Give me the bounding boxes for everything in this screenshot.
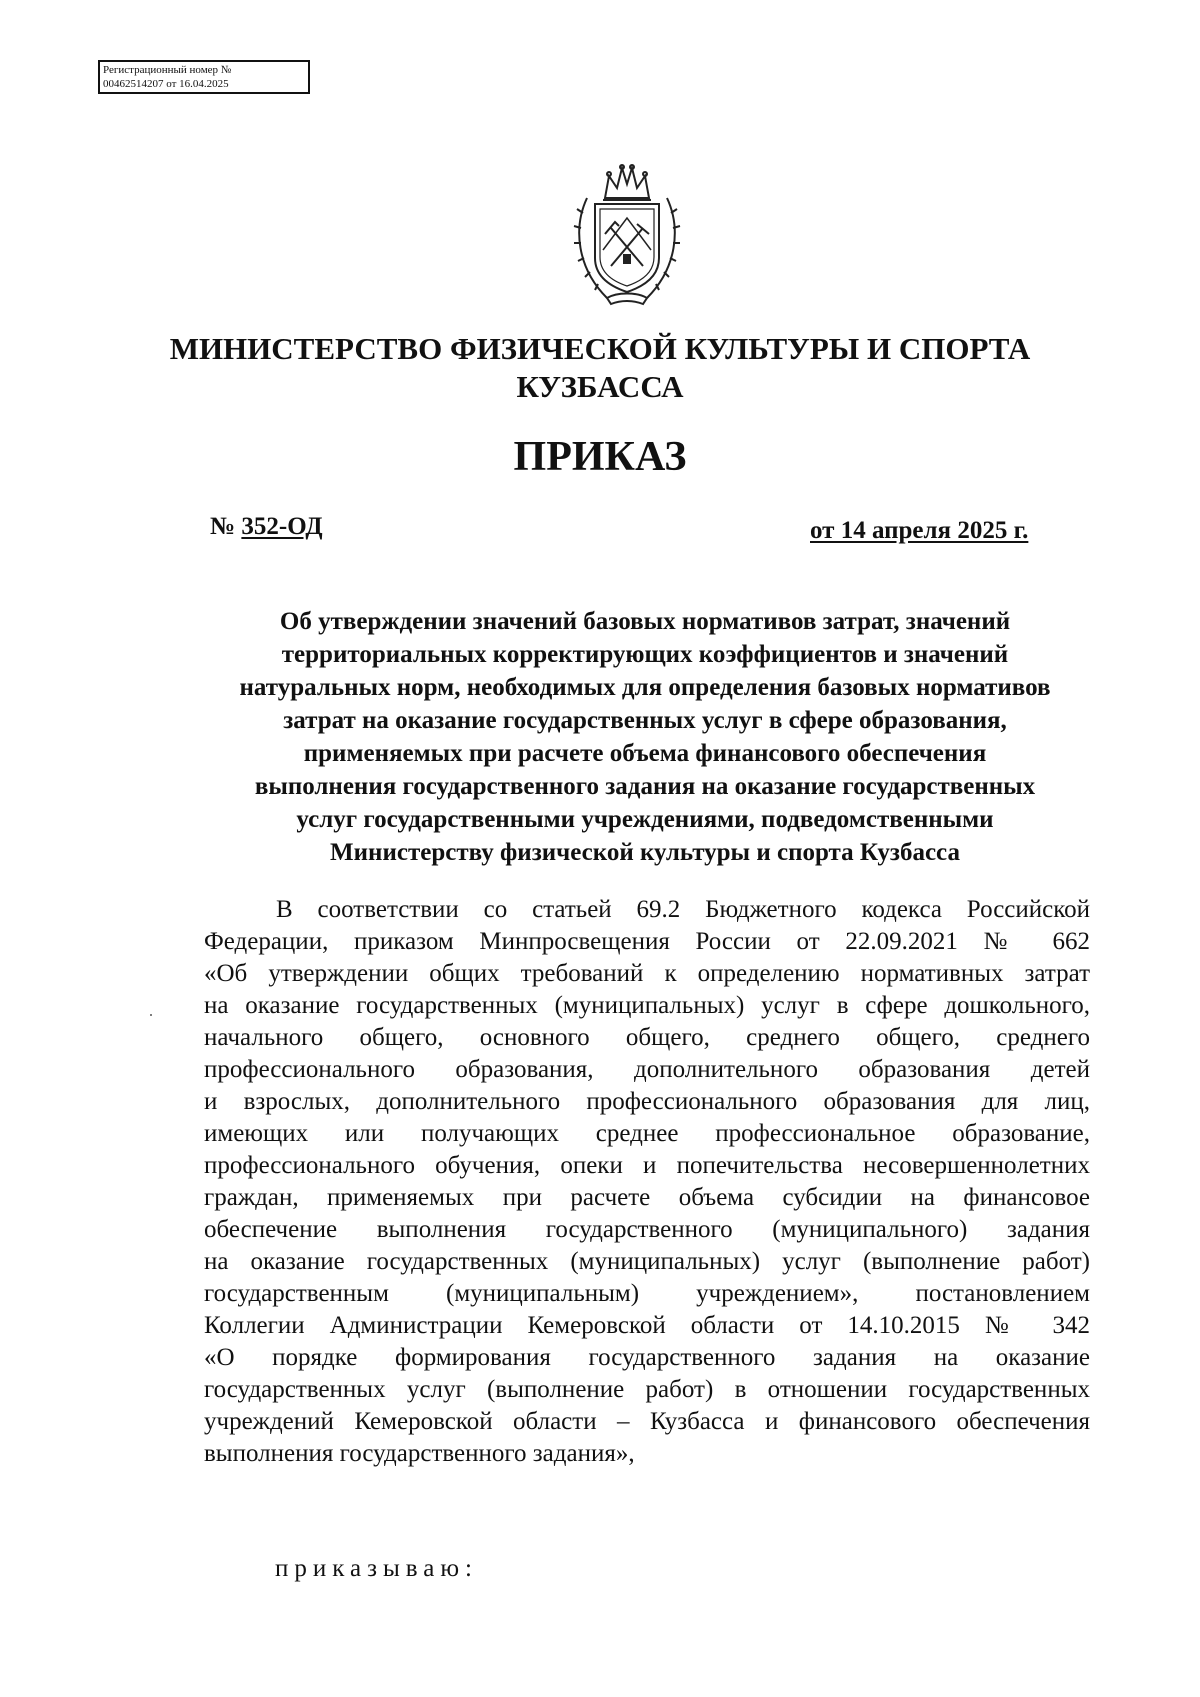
order-date: от 14 апреля 2025 г. <box>810 517 1029 544</box>
registration-label: Регистрационный номер № <box>103 64 232 76</box>
ministry-title-line2: КУЗБАССА <box>516 369 684 404</box>
paragraph-line: профессионального образования, дополнительного образования детей <box>204 1056 1090 1083</box>
subject-line: затрат на оказание государственных услуг в сфере образования, <box>283 707 1007 734</box>
registration-number: 00462514207 от 16.04.2025 <box>103 78 229 90</box>
ministry-title-line1: МИНИСТЕРСТВО ФИЗИЧЕСКОЙ КУЛЬТУРЫ И СПОРТА <box>169 331 1031 366</box>
paragraph-line: «О порядке формирования государственного задания на оказание <box>204 1344 1090 1371</box>
paragraph-line: государственным (муниципальным) учреждением», постановлением <box>204 1280 1090 1307</box>
subject-line: Министерству физической культуры и спорта Кузбасса <box>330 839 960 866</box>
order-number-value: 352-ОД <box>241 513 323 540</box>
paragraph-line: выполнения государственного задания», <box>204 1440 635 1467</box>
paragraph-line: обеспечение выполнения государственного (муниципального) задания <box>204 1216 1090 1243</box>
subject-line: натуральных норм, необходимых для определения базовых нормативов <box>239 674 1051 701</box>
paragraph-line: учреждений Кемеровской области – Кузбасса и финансового обеспечения <box>204 1408 1090 1435</box>
paragraph-line: В соответствии со статьей 69.2 Бюджетного кодекса Российской <box>276 896 1090 923</box>
paragraph-line: профессионального обучения, опеки и попечительства несовершеннолетних <box>204 1152 1090 1179</box>
ministry-title <box>150 330 1050 406</box>
paragraph-line: Федерации, приказом Минпросвещения России от 22.09.2021 № 662 <box>204 928 1090 955</box>
paragraph-line: начального общего, основного общего, среднего общего, среднего <box>204 1024 1090 1051</box>
paragraph-line: на оказание государственных (муниципальных) услуг в сфере дошкольного, <box>204 992 1090 1019</box>
paragraph-line: граждан, применяемых при расчете объема субсидии на финансовое <box>204 1184 1090 1211</box>
order-subject <box>200 605 1090 869</box>
paragraph-line: на оказание государственных (муниципальных) услуг (выполнение работ) <box>204 1248 1090 1275</box>
decree-word: приказываю: <box>275 1555 478 1582</box>
subject-line: выполнения государственного задания на оказание государственных <box>254 773 1036 800</box>
paragraph-line: «Об утверждении общих требований к определению нормативных затрат <box>204 960 1090 987</box>
subject-line: применяемых при расчете объема финансового обеспечения <box>303 740 987 767</box>
registration-stamp <box>98 60 310 94</box>
preamble-paragraph <box>204 894 1090 1470</box>
subject-line: территориальных корректирующих коэффициентов и значений <box>281 641 1009 668</box>
subject-line: Об утверждении значений базовых нормативов затрат, значений <box>279 608 1011 635</box>
scan-speck <box>150 1014 152 1016</box>
paragraph-line: имеющих или получающих среднее профессиональное образование, <box>204 1120 1090 1147</box>
order-number <box>210 512 323 542</box>
document-type: ПРИКАЗ <box>513 434 687 480</box>
kuzbass-coat-of-arms-icon <box>567 158 687 308</box>
paragraph-line: и взрослых, дополнительного профессионального образования для лиц, <box>204 1088 1090 1115</box>
order-number-prefix: № <box>210 513 242 540</box>
paragraph-line: Коллегии Администрации Кемеровской области от 14.10.2015 № 342 <box>204 1312 1090 1339</box>
paragraph-line: государственных услуг (выполнение работ) в отношении государственных <box>204 1376 1090 1403</box>
subject-line: услуг государственными учреждениями, подведомственными <box>296 806 994 833</box>
